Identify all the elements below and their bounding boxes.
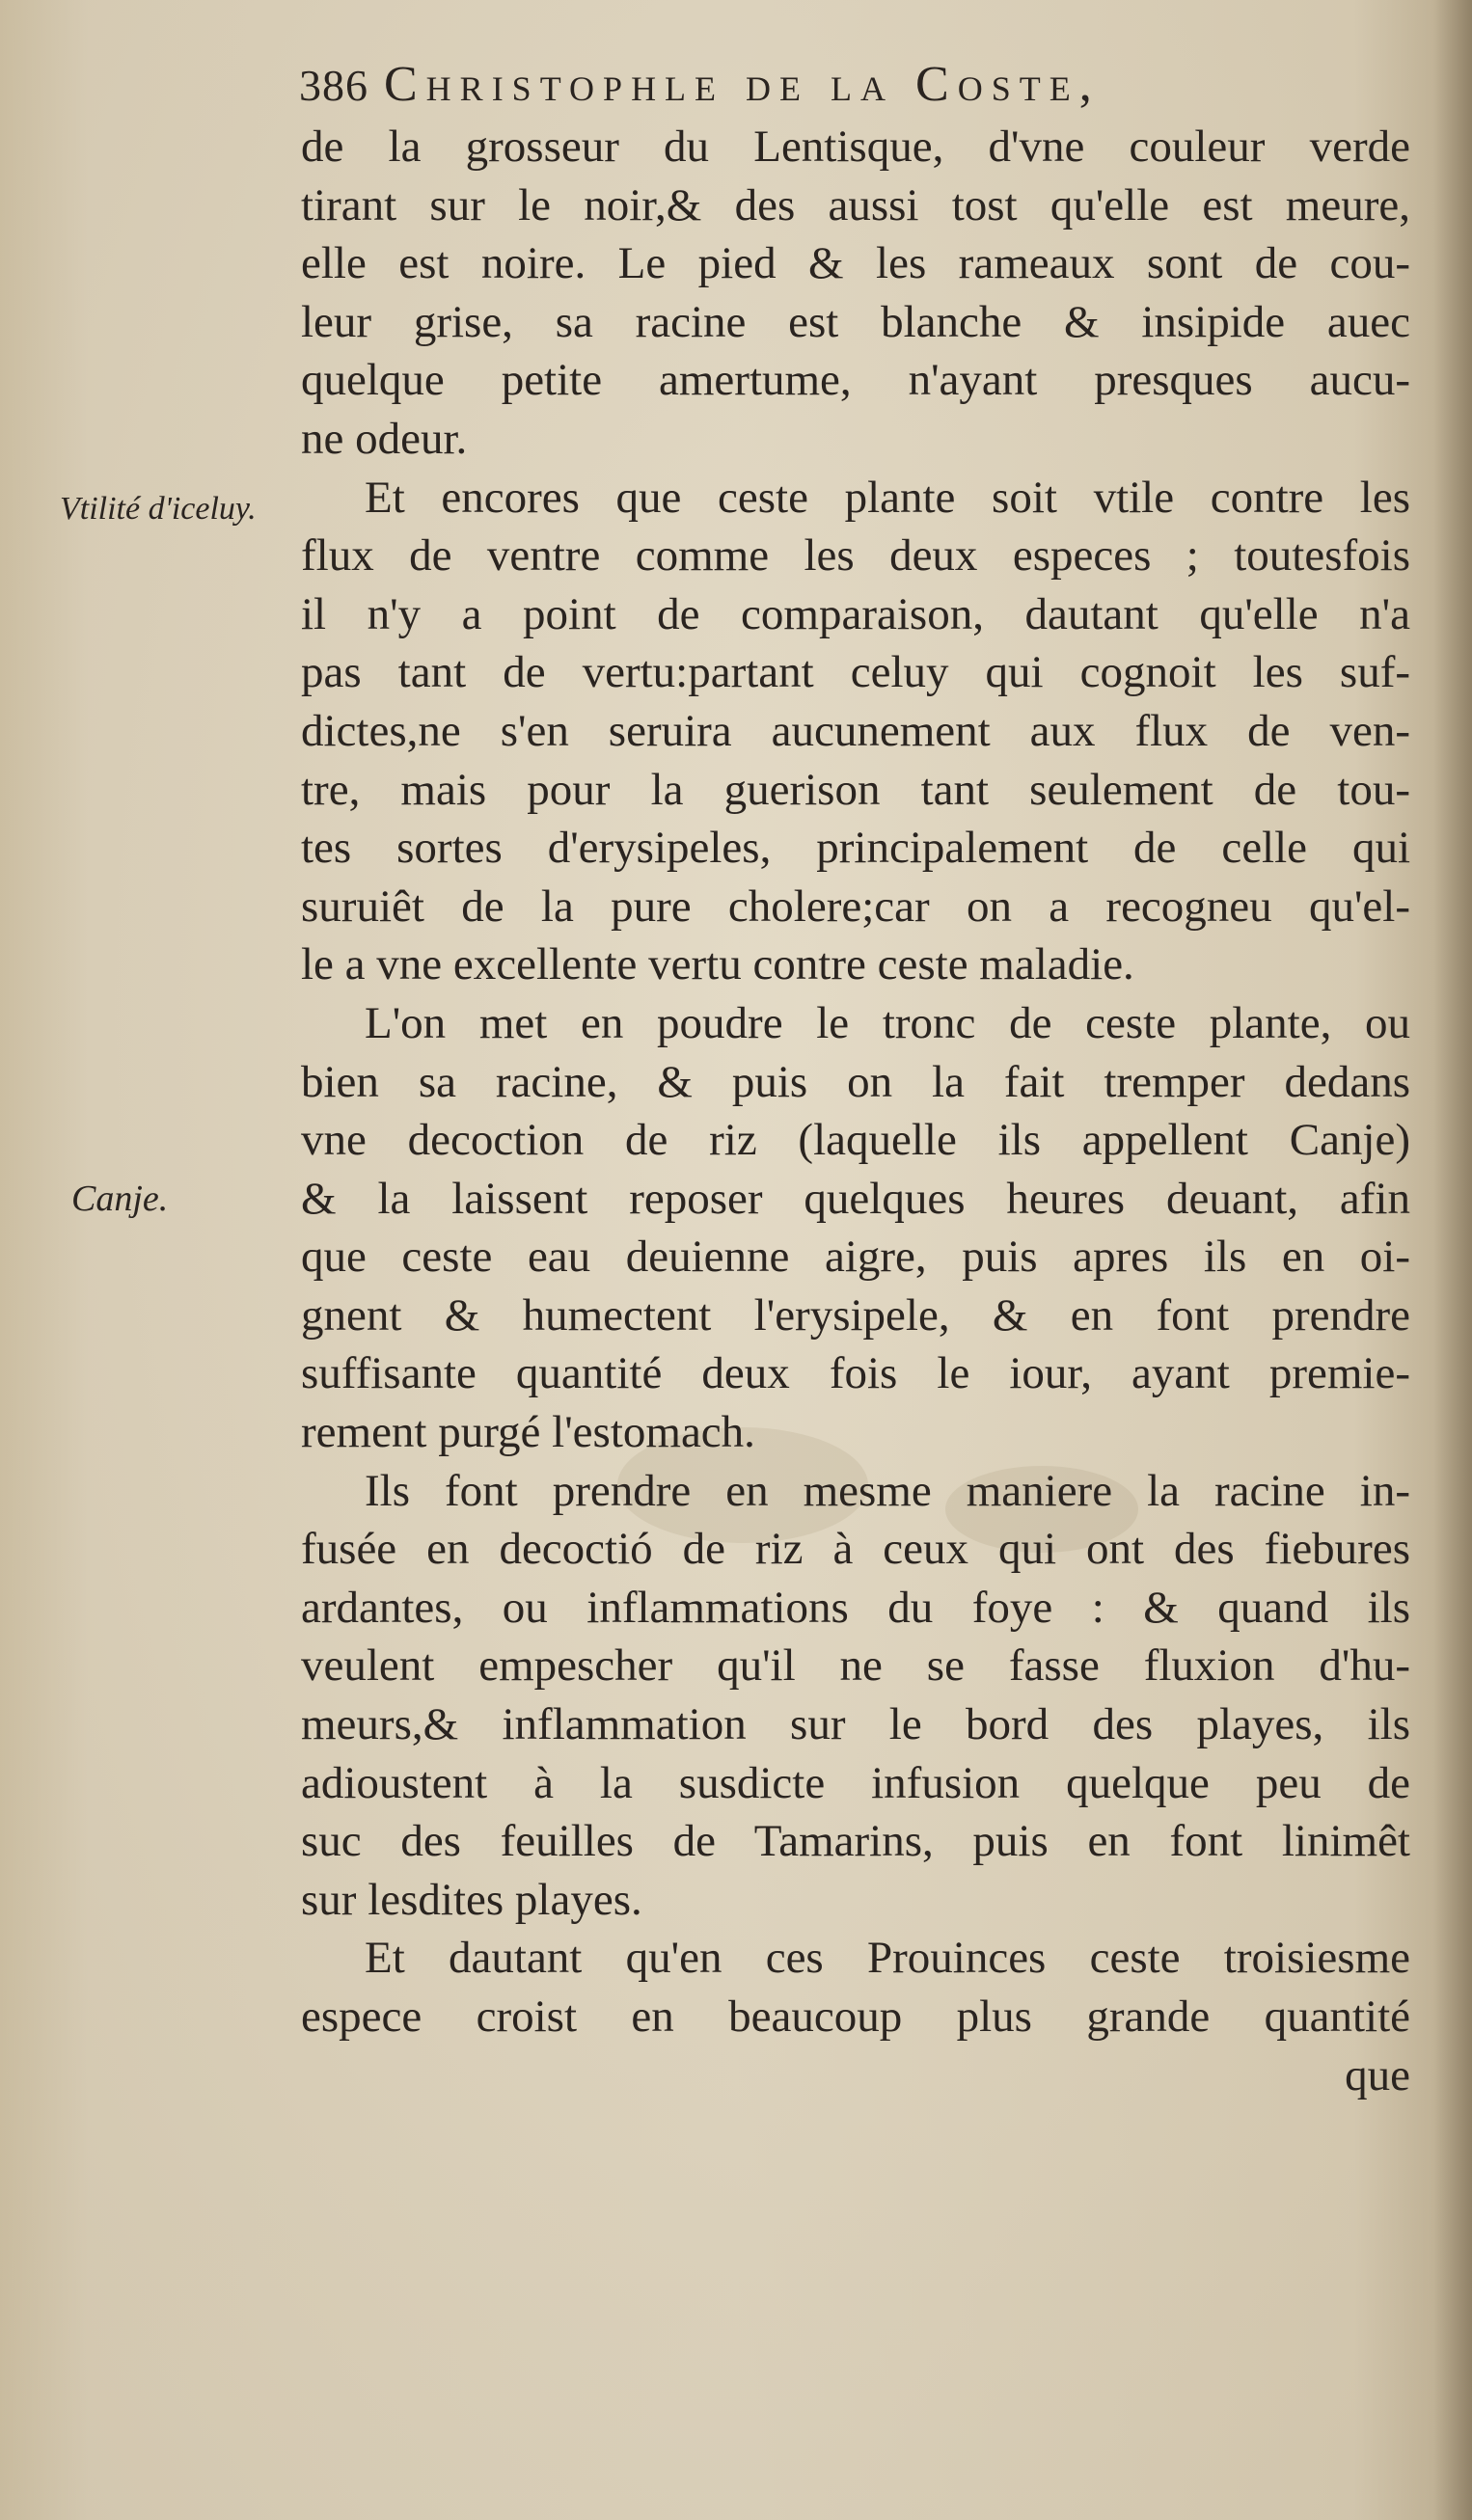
text-line: adioustent à la susdicte infusion quelque peu de xyxy=(301,1757,1410,1808)
running-title: Christophle de la Coste, xyxy=(384,57,1101,112)
text-line: sur lesdites playes. xyxy=(301,1874,642,1925)
text-line: que ceste eau deuienne aigre, puis apres ils en oi- xyxy=(301,1232,1410,1283)
text-line: veulent empescher qu'il ne se fasse fluxion d'hu- xyxy=(301,1640,1410,1692)
margin-note: Canje. xyxy=(71,1179,169,1219)
text-line: tirant sur le noir,& des aussi tost qu'elle est meure, xyxy=(301,179,1410,230)
margin-note: Vtilité d'iceluy. xyxy=(60,491,257,527)
text-line: rement purgé l'estomach. xyxy=(301,1407,755,1458)
text-line: pas tant de vertu:partant celuy qui cognoit les suf- xyxy=(301,647,1410,698)
text-line: Et dautant qu'en ces Prouinces ceste troisiesme xyxy=(365,1933,1410,1984)
text-line: meurs,& inflammation sur le bord des playes, ils xyxy=(301,1699,1410,1750)
page-number: 386 xyxy=(299,61,368,110)
running-head xyxy=(299,56,1408,115)
text-line: tes sortes d'erysipeles, principalement de celle qui xyxy=(301,823,1410,874)
text-line: Ils font prendre en mesme maniere la racine in- xyxy=(365,1465,1410,1516)
text-line: suffisante quantité deux fois le iour, ayant premie- xyxy=(301,1348,1410,1399)
text-line: suruiêt de la pure cholere;car on a recogneu qu'el- xyxy=(301,881,1410,932)
text-line: gnent & humectent l'erysipele, & en font prendre xyxy=(301,1289,1410,1341)
text-line: espece croist en beaucoup plus grande quantité xyxy=(301,1992,1410,2042)
text-line: ne odeur. xyxy=(301,413,468,464)
text-line: dictes,ne s'en seruira aucunement aux flux de ven- xyxy=(301,705,1410,756)
text-line: & la laissent reposer quelques heures deuant, afin xyxy=(301,1173,1410,1224)
text-line: il n'y a point de comparaison, dautant qu'elle n'a xyxy=(301,588,1410,639)
text-line: suc des feuilles de Tamarins, puis en font linimêt xyxy=(301,1816,1410,1867)
text-line: vne decoction de riz (laquelle ils appellent Canje) xyxy=(301,1115,1410,1166)
page-gutter-shadow xyxy=(1433,0,1472,2520)
text-line: flux de ventre comme les deux especes ; toutesfois xyxy=(301,530,1410,582)
body-text xyxy=(301,118,1410,2104)
text-line: elle est noire. Le pied & les rameaux sont de cou- xyxy=(301,238,1410,289)
text-line: ardantes, ou inflammations du foye : & quand ils xyxy=(301,1582,1410,1633)
text-line: leur grise, sa racine est blanche & insipide auec xyxy=(301,296,1410,347)
text-line: Et encores que ceste plante soit vtile contre les xyxy=(365,472,1410,523)
text-line: tre, mais pour la guerison tant seulement de tou- xyxy=(301,764,1410,815)
catchword: que xyxy=(1345,2049,1410,2100)
text-line: bien sa racine, & puis on la fait tremper dedans xyxy=(301,1056,1410,1107)
text-line: de la grosseur du Lentisque, d'vne couleur verde xyxy=(301,122,1410,172)
text-line: L'on met en poudre le tronc de ceste plante, ou xyxy=(365,997,1410,1048)
text-line: quelque petite amertume, n'ayant presques aucu- xyxy=(301,355,1410,406)
text-line: le a vne excellente vertu contre ceste maladie. xyxy=(301,939,1134,990)
text-line: fusée en decoctió de riz à ceux qui ont des fiebures xyxy=(301,1524,1410,1575)
